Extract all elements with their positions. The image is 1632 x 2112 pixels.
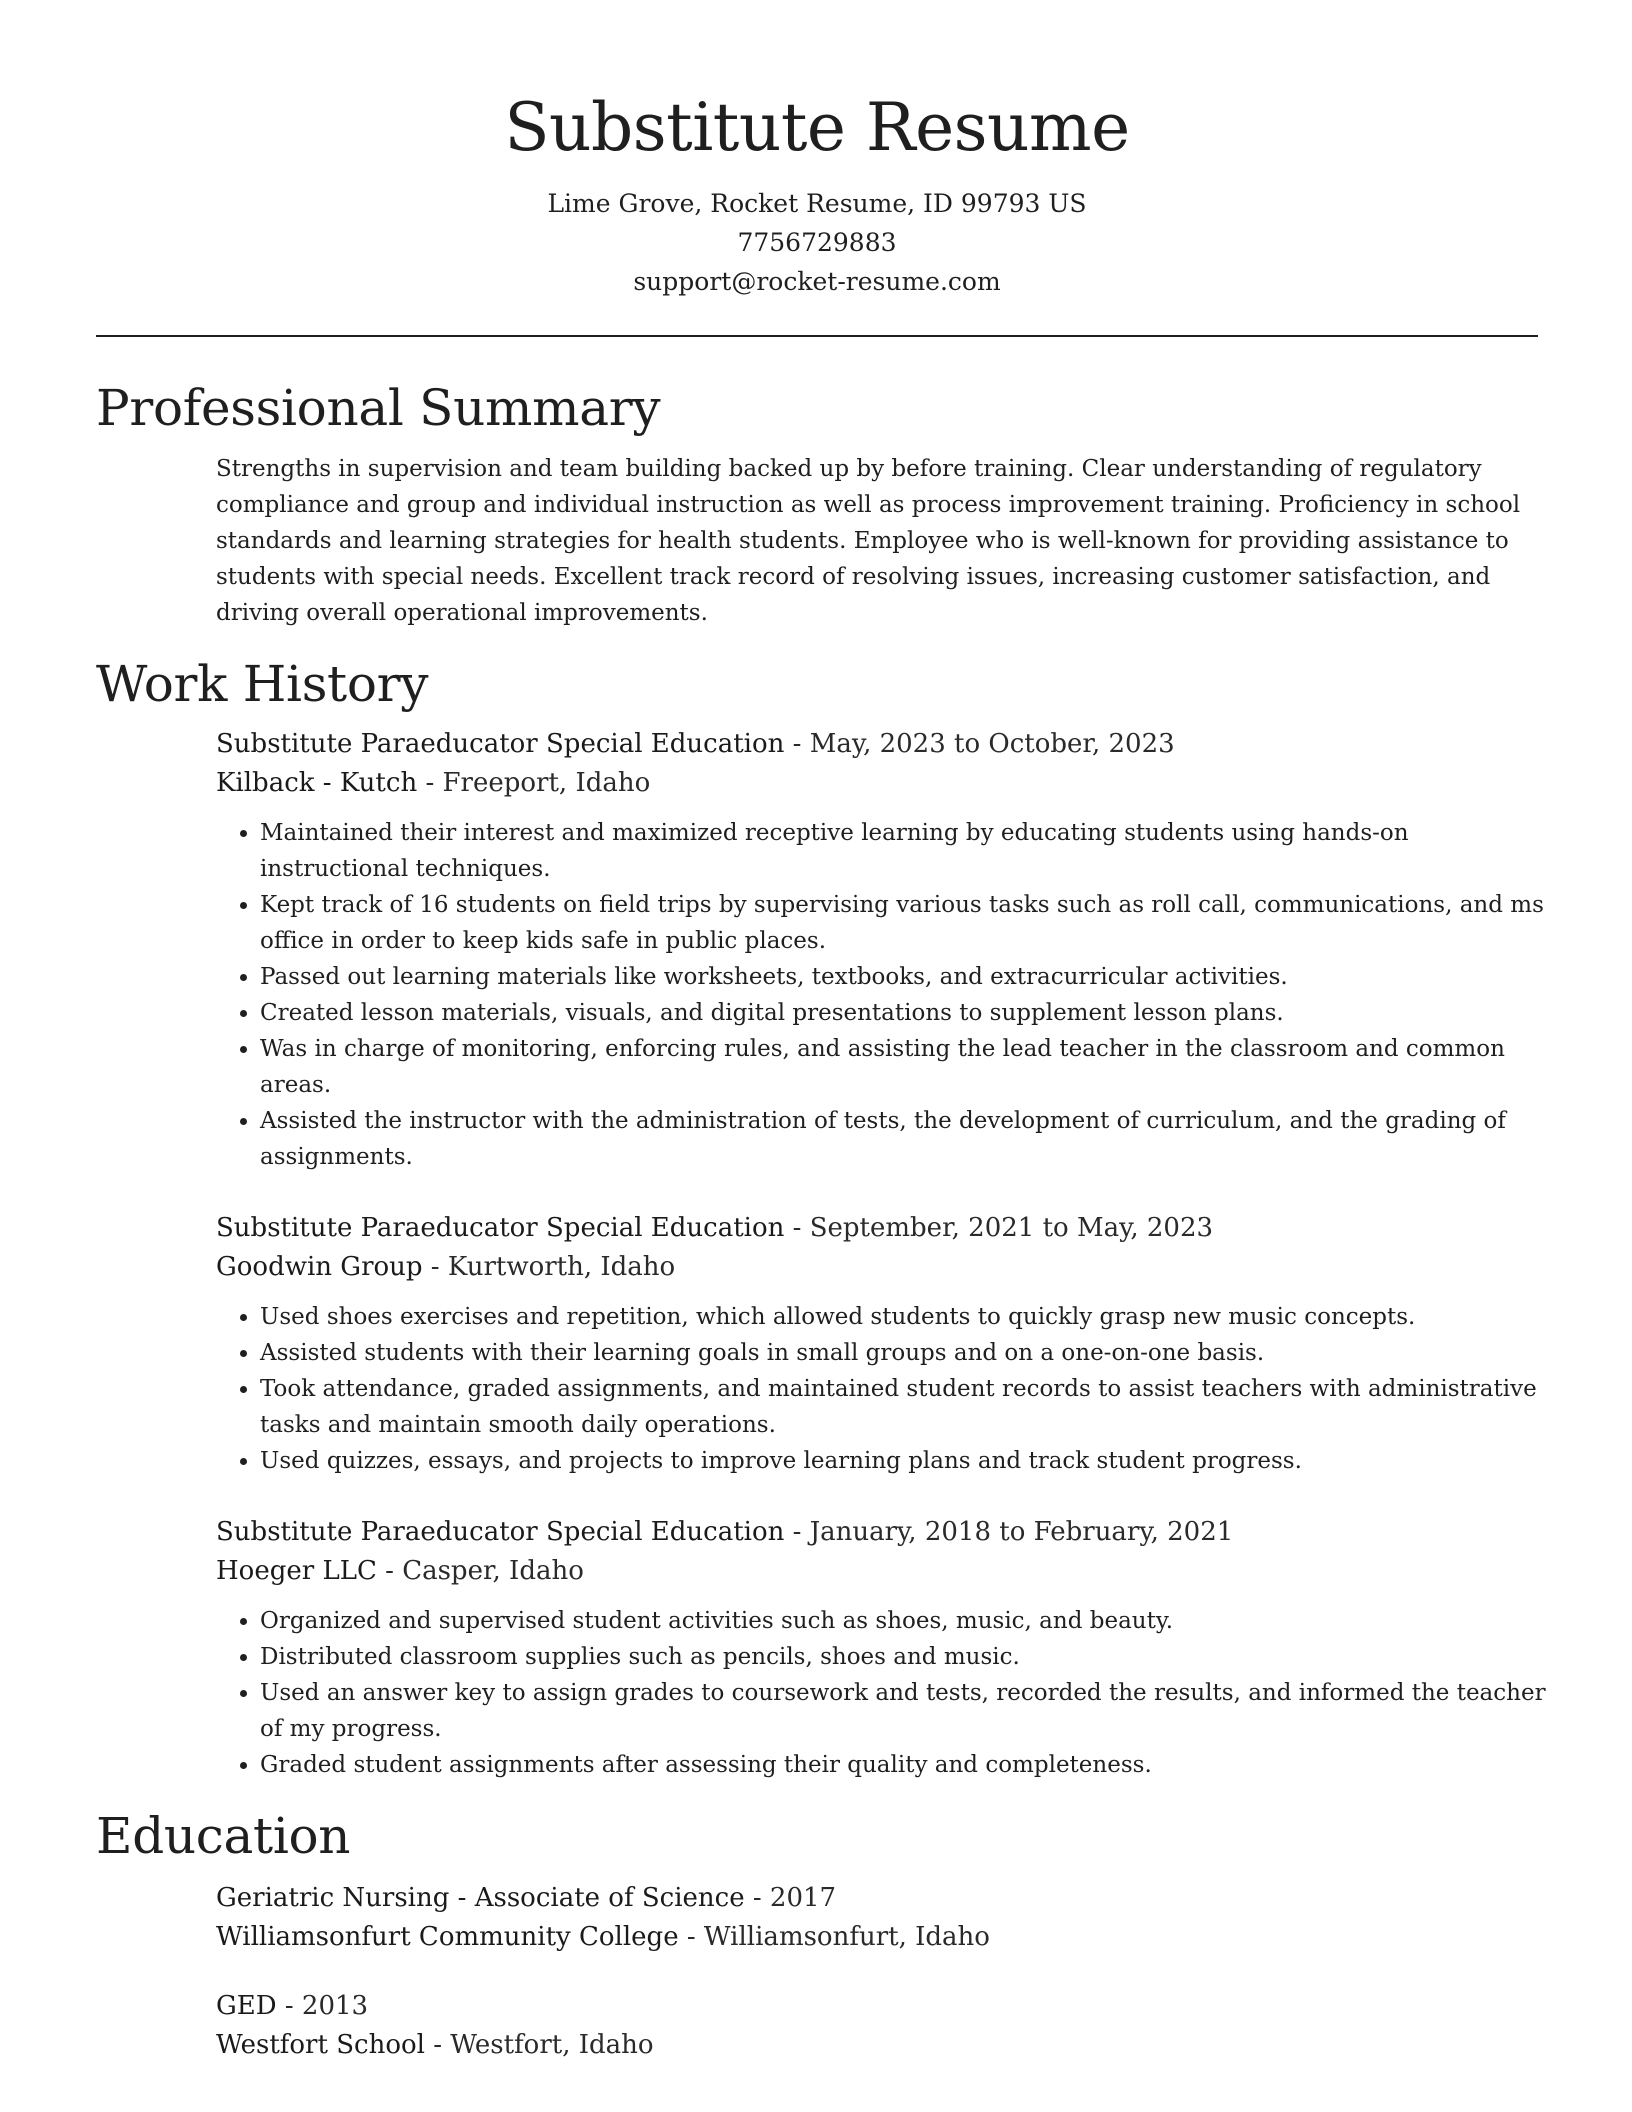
education-entry — [216, 1987, 1546, 2065]
job-bullet: • Used shoes exercises and repetition, which allowed students to quickly grasp new music concepts. — [260, 1299, 1546, 1335]
header-divider — [96, 335, 1538, 337]
job-bullet: • Assisted the instructor with the administration of tests, the development of curriculum, and the grading of assignments. — [260, 1103, 1546, 1175]
job-bullets — [216, 815, 1546, 1175]
job-entry — [216, 725, 1546, 1175]
job-title-line — [216, 1209, 1546, 1248]
job-title: Substitute Paraeducator Special Education — [216, 1213, 785, 1243]
school-line — [216, 1918, 1546, 1957]
work-history-heading: Work History — [96, 655, 429, 713]
job-company-line — [216, 1248, 1546, 1287]
summary-text: Strengths in supervision and team building backed up by before training. Clear understanding of regulatory compliance and group and individual instruction as well as process improvement training. Proficiency in school standards and learning strategies for health students. Employee who is well-known for providing assistance to students with special needs. Excellent track record of resolving issues, increasing customer satisfaction, and driving overall operational improvements. — [216, 456, 1521, 626]
job-company-line — [216, 1552, 1546, 1591]
email-address: support@rocket-resume.com — [633, 267, 1001, 296]
job-bullet: • Used quizzes, essays, and projects to improve learning plans and track student progress. — [260, 1443, 1546, 1479]
job-bullet: • Graded student assignments after assessing their quality and completeness. — [260, 1747, 1546, 1783]
school-name: Williamsonfurt Community College — [216, 1922, 679, 1952]
job-company-line — [216, 764, 1546, 803]
education-entry — [216, 1879, 1546, 1957]
job-title-line — [216, 1513, 1546, 1552]
job-bullet: • Took attendance, graded assignments, and maintained student records to assist teachers with administrative tasks and maintain smooth daily operations. — [260, 1371, 1546, 1443]
degree: GED — [216, 1991, 277, 2021]
job-bullet: • Kept track of 16 students on field trips by supervising various tasks such as roll call, communications, and ms office in order to keep kids safe in public places. — [260, 887, 1546, 959]
degree-year: - 2013 — [276, 1991, 369, 2021]
job-entry — [216, 1513, 1546, 1783]
degree: Geriatric Nursing - Associate of Science — [216, 1883, 745, 1913]
degree-year: - 2017 — [744, 1883, 837, 1913]
job-company: Hoeger LLC — [216, 1556, 377, 1586]
job-bullet: • Organized and supervised student activities such as shoes, music, and beauty. — [260, 1603, 1546, 1639]
education-heading: Education — [96, 1807, 351, 1865]
resume-title: Substitute Resume — [504, 89, 1130, 166]
summary-heading: Professional Summary — [96, 379, 661, 437]
school-name: Westfort School — [216, 2030, 425, 2060]
contact-block — [96, 184, 1538, 301]
job-dates: - September, 2021 to May, 2023 — [784, 1213, 1214, 1243]
job-bullets — [216, 1603, 1546, 1783]
job-company: Goodwin Group — [216, 1252, 423, 1282]
job-bullet: • Used an answer key to assign grades to coursework and tests, recorded the results, and informed the teacher of my progress. — [260, 1675, 1546, 1747]
resume-page — [96, 0, 1546, 2065]
job-bullet: • Was in charge of monitoring, enforcing rules, and assisting the lead teacher in the classroom and common areas. — [260, 1031, 1546, 1103]
job-title-line — [216, 725, 1546, 764]
phone-number: 7756729883 — [737, 228, 897, 257]
job-dates: - January, 2018 to February, 2021 — [784, 1517, 1234, 1547]
job-bullet: • Assisted students with their learning goals in small groups and on a one-on-one basis. — [260, 1335, 1546, 1371]
job-location: - Casper, Idaho — [376, 1556, 584, 1586]
job-bullet: • Distributed classroom supplies such as pencils, shoes and music. — [260, 1639, 1546, 1675]
work-history-list — [216, 725, 1546, 1783]
job-location: - Kurtworth, Idaho — [422, 1252, 676, 1282]
school-line — [216, 2026, 1546, 2065]
degree-line — [216, 1987, 1546, 2026]
school-location: - Westfort, Idaho — [424, 2030, 654, 2060]
school-location: - Williamsonfurt, Idaho — [678, 1922, 990, 1952]
degree-line — [216, 1879, 1546, 1918]
job-dates: - May, 2023 to October, 2023 — [784, 729, 1175, 759]
job-location: - Freeport, Idaho — [417, 768, 651, 798]
job-bullet: • Created lesson materials, visuals, and digital presentations to supplement lesson plans. — [260, 995, 1546, 1031]
address: Lime Grove, Rocket Resume, ID 99793 US — [547, 189, 1087, 218]
job-bullet: • Passed out learning materials like worksheets, textbooks, and extracurricular activities. — [260, 959, 1546, 995]
job-entry — [216, 1209, 1546, 1479]
job-bullet: • Maintained their interest and maximized receptive learning by educating students using hands-on instructional techniques. — [260, 815, 1546, 887]
job-title: Substitute Paraeducator Special Education — [216, 1517, 785, 1547]
job-company: Kilback - Kutch — [216, 768, 418, 798]
education-list — [216, 1879, 1546, 2065]
job-bullets — [216, 1299, 1546, 1479]
job-title: Substitute Paraeducator Special Education — [216, 729, 785, 759]
